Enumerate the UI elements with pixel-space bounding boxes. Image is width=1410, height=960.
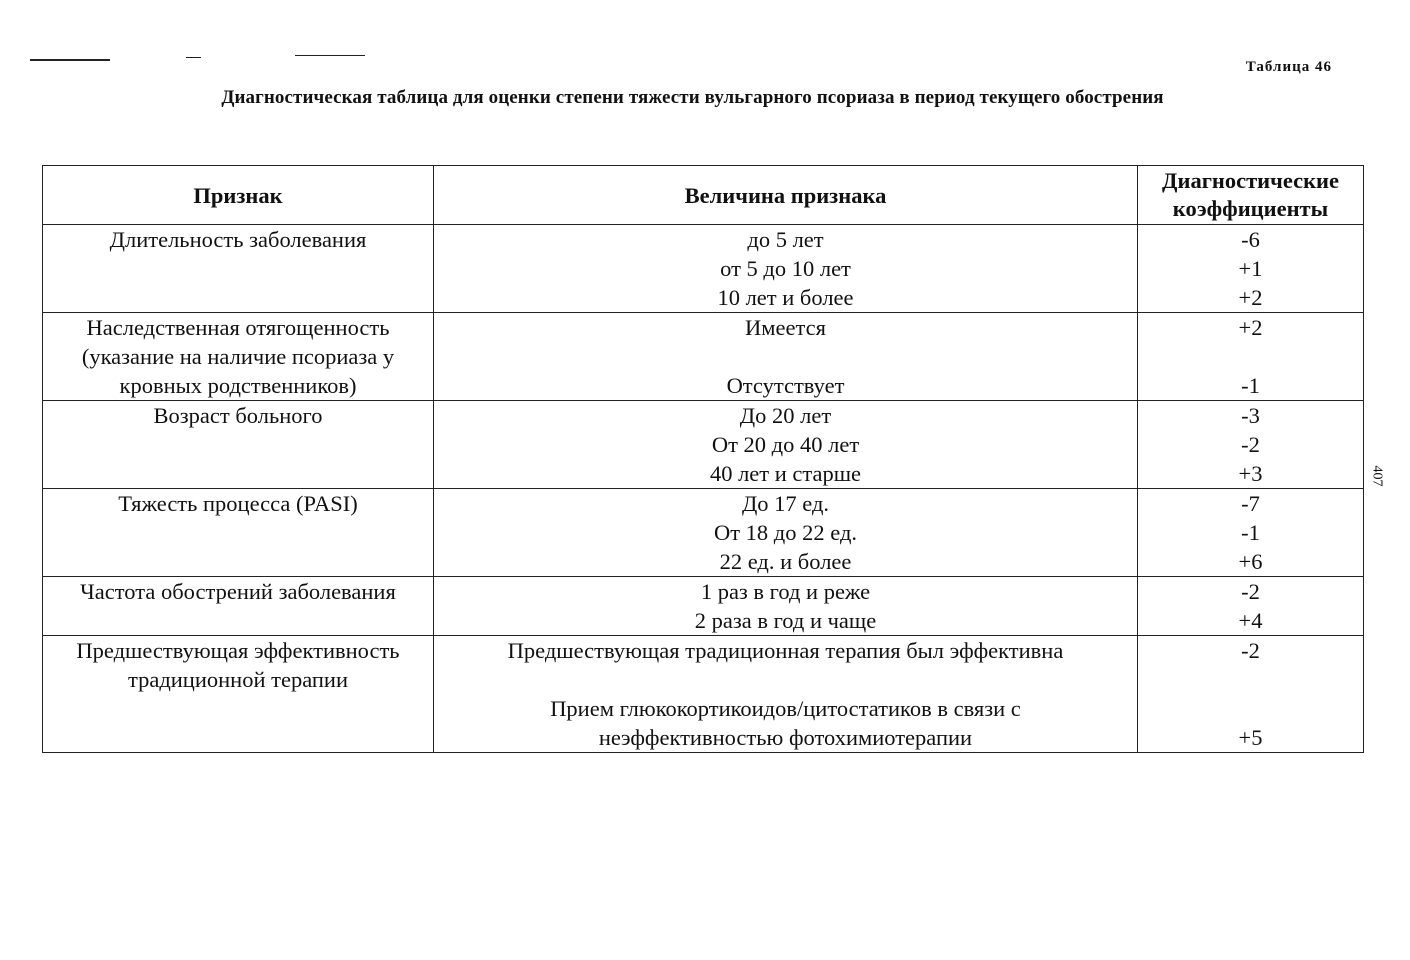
table-row <box>43 225 1364 313</box>
table-row <box>43 401 1364 489</box>
value-text: 10 лет и более <box>717 285 854 310</box>
document-title: Диагностическая таблица для оценки степени тяжести вульгарного псориаза в период текущего обострения <box>221 87 1164 108</box>
coef-text: -7 <box>1241 491 1260 516</box>
feature-text: Длительность заболевания <box>109 227 367 252</box>
coef-text: +4 <box>1238 608 1263 633</box>
coef-text: +2 <box>1238 315 1263 340</box>
value-text: От 20 до 40 лет <box>711 432 860 457</box>
coef-text: -6 <box>1241 227 1260 252</box>
page-number: 407 <box>1369 465 1385 487</box>
feature-cell <box>43 636 434 753</box>
value-cell <box>434 401 1138 489</box>
value-cell <box>434 577 1138 636</box>
feature-text: (указание на наличие псориаза у <box>81 344 395 369</box>
value-text: 40 лет и старше <box>709 461 862 486</box>
value-text: Предшествующая традиционная терапия был эффективна <box>507 638 1064 663</box>
feature-cell <box>43 313 434 401</box>
feature-cell <box>43 489 434 577</box>
diagnostic-table <box>42 165 1364 753</box>
feature-cell <box>43 577 434 636</box>
feature-text: Предшествующая эффективность <box>76 638 400 663</box>
coef-cell <box>1138 636 1364 753</box>
value-text: 2 раза в год и чаще <box>694 608 877 633</box>
coef-text: -1 <box>1241 373 1260 398</box>
value-text: До 17 ед. <box>741 491 830 516</box>
coef-text: -2 <box>1241 638 1260 663</box>
coef-cell <box>1138 489 1364 577</box>
scan-mark-line-2 <box>186 57 201 58</box>
coef-spacer <box>1144 342 1357 371</box>
coef-text: -1 <box>1241 520 1260 545</box>
feature-text: кровных родственников) <box>119 373 357 398</box>
table-header-row <box>43 166 1364 225</box>
coef-text: -2 <box>1241 579 1260 604</box>
feature-cell <box>43 225 434 313</box>
header-feature: Признак <box>43 166 434 225</box>
feature-text: Наследственная отягощенность <box>86 315 390 340</box>
value-spacer <box>440 665 1131 694</box>
coef-cell <box>1138 401 1364 489</box>
value-text: Прием глюкокортикоидов/цитостатиков в связи с <box>550 696 1021 721</box>
value-cell <box>434 489 1138 577</box>
header-coef-line2: коэффициенты <box>1172 196 1329 221</box>
coef-text: +1 <box>1238 256 1263 281</box>
table-row <box>43 489 1364 577</box>
feature-cell <box>43 401 434 489</box>
coef-text: +5 <box>1238 725 1263 750</box>
value-text: Отсутствует <box>726 373 845 398</box>
value-cell <box>434 225 1138 313</box>
coef-spacer <box>1144 665 1357 694</box>
value-cell <box>434 313 1138 401</box>
table-row <box>43 313 1364 401</box>
coef-spacer <box>1144 694 1357 723</box>
value-text: от 5 до 10 лет <box>720 256 851 281</box>
value-text: до 5 лет <box>747 227 824 252</box>
value-spacer <box>440 342 1131 371</box>
value-text: неэффективностью фотохимиотерапии <box>598 725 973 750</box>
coef-text: -2 <box>1241 432 1260 457</box>
coef-text: +3 <box>1238 461 1263 486</box>
coef-text: +6 <box>1238 549 1263 574</box>
value-text: От 18 до 22 ед. <box>713 520 858 545</box>
header-coefficients <box>1138 166 1364 225</box>
table-row <box>43 577 1364 636</box>
coef-cell <box>1138 313 1364 401</box>
table-number: Таблица 46 <box>1245 59 1332 75</box>
header-coef-line1: Диагностические <box>1162 168 1339 193</box>
feature-text: Возраст больного <box>153 403 323 428</box>
value-text: 1 раз в год и реже <box>700 579 871 604</box>
coef-cell <box>1138 577 1364 636</box>
table-row <box>43 636 1364 753</box>
scan-mark-line-1 <box>30 59 110 61</box>
value-text: Имеется <box>745 315 826 340</box>
scan-mark-line-3 <box>295 55 365 56</box>
coef-text: -3 <box>1241 403 1260 428</box>
coef-cell <box>1138 225 1364 313</box>
feature-text: Частота обострений заболевания <box>80 579 396 604</box>
feature-text: традиционной терапии <box>127 667 349 692</box>
coef-text: +2 <box>1238 285 1263 310</box>
value-text: До 20 лет <box>739 403 832 428</box>
value-text: 22 ед. и более <box>719 549 852 574</box>
feature-text: Тяжесть процесса (PASI) <box>118 491 358 516</box>
header-value: Величина признака <box>434 166 1138 225</box>
value-cell <box>434 636 1138 753</box>
